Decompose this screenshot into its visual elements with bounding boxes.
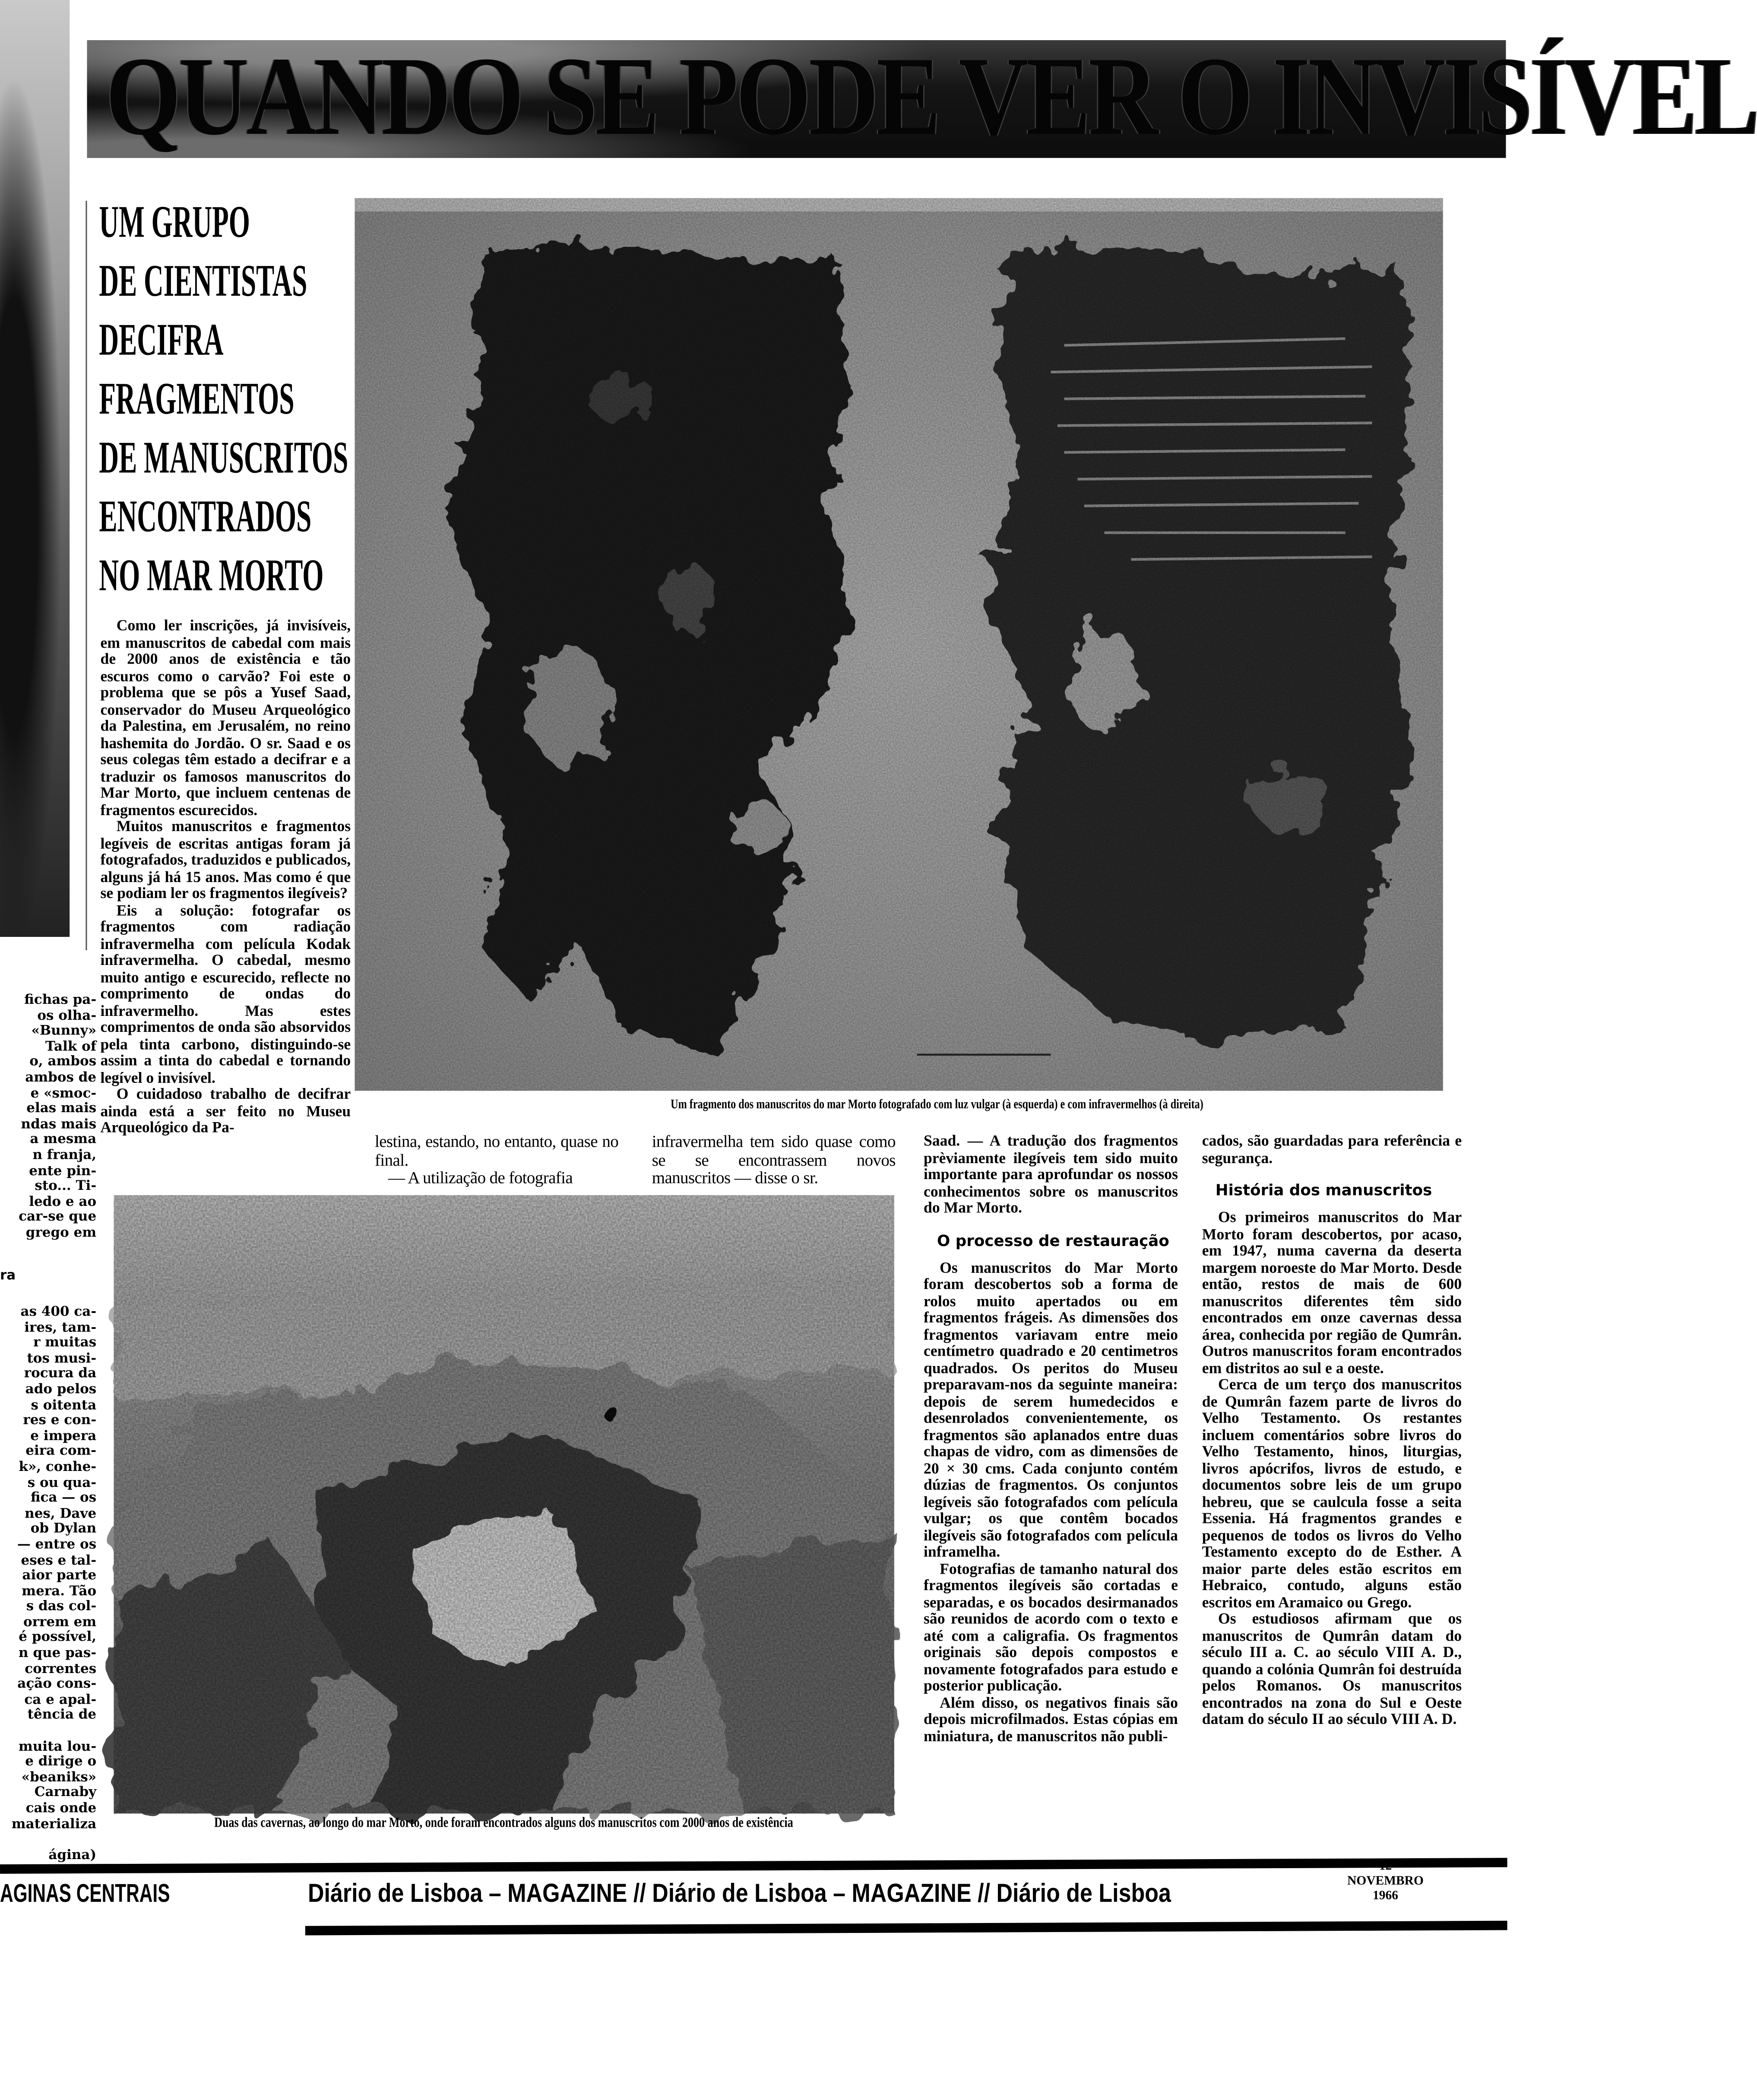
left-strip-line-text: s oitenta xyxy=(31,1398,97,1413)
paragraph: Como ler inscrições, já invisíveis, em manuscritos de cabedal com mais de 2000 anos de existência e tão escuros como o carvão? Foi este o problema que se pôs a Yusef Saad, conservador do Museu Arqueológico da Palestina, em Jerusalém, no reino hashemita do Jordão. O sr. Saad e os seus colegas têm estado a decifrar e a traduzir os famosos manuscritos do Mar Morto, que incluem centenas de fragmentos escurecidos. xyxy=(100,618,351,819)
subheading-restoration: O processo de restauração xyxy=(937,1230,1169,1249)
headline-line: UM GRUPO xyxy=(99,198,250,248)
left-strip-line xyxy=(0,1802,96,1817)
banner-title: QUANDO SE PODE VER O INVISÍVEL xyxy=(105,35,1757,159)
paragraph: — A utilização de fotografia xyxy=(388,1168,573,1187)
left-strip-line xyxy=(0,1662,96,1677)
left-strip-line-text: é possível, xyxy=(19,1631,97,1646)
left-strip-line xyxy=(0,1024,96,1040)
left-strip-line-text: ndas mais xyxy=(21,1117,97,1132)
left-strip-text-top xyxy=(0,993,96,1241)
left-strip-line xyxy=(0,1817,96,1833)
left-strip-line xyxy=(0,1055,96,1071)
left-strip-line-text: sto... Ti- xyxy=(35,1179,97,1194)
left-strip-line-text: os olha- xyxy=(37,1009,97,1024)
left-strip-line-text: correntes xyxy=(25,1662,97,1677)
left-strip-line-text: tos musi- xyxy=(27,1351,97,1366)
left-strip-line-text: ado pelos xyxy=(25,1382,97,1398)
left-strip-line-text: s ou qua- xyxy=(27,1475,97,1490)
left-strip-line-text: — entre os xyxy=(17,1537,97,1553)
left-strip-line xyxy=(0,1071,96,1086)
left-strip-line xyxy=(0,1429,96,1445)
left-strip-line xyxy=(0,1739,96,1755)
left-strip-line-text: «Bunny» xyxy=(31,1024,97,1039)
left-strip-line xyxy=(0,1600,96,1615)
left-strip-line-text: muita lou- xyxy=(19,1739,97,1754)
left-strip-line xyxy=(0,1148,96,1164)
left-strip-line xyxy=(0,1522,96,1538)
left-strip-line xyxy=(0,1164,96,1180)
footer-rule-top xyxy=(0,1858,1507,1874)
headline-line: DECIFRA xyxy=(99,316,224,366)
left-strip-line xyxy=(0,1786,96,1802)
left-strip-text-bottom xyxy=(0,1305,96,1864)
paragraph: infravermelha tem sido quase como se se encontrassem novos manuscritos — disse o sr. xyxy=(652,1132,896,1187)
left-strip-line xyxy=(0,1040,96,1055)
paragraph: Muitos manuscritos e fragmentos legíveis de escritas antigas foram já fotografados, traduzidos e publicados, alguns já há 15 anos. Mas como é que se podiam ler os fragmentos ilegíveis? xyxy=(100,819,351,902)
left-strip-line-text: fica — os xyxy=(30,1491,97,1506)
top-photo-caption: Um fragmento dos manuscritos do mar Morto fotografado com luz vulgar (à esquerda) e com infravermelhos (à direita) xyxy=(671,1097,1203,1113)
left-strip-line xyxy=(0,1398,96,1414)
left-strip-line xyxy=(0,1693,96,1708)
left-strip-line-text: materializa xyxy=(11,1817,97,1832)
left-strip-line-text: cais onde xyxy=(25,1801,97,1816)
left-strip-line-text: ambos de xyxy=(25,1070,97,1086)
left-strip-line xyxy=(0,1320,96,1336)
left-strip-line-text: ires, tam- xyxy=(24,1320,97,1335)
left-strip-line-text: rocura da xyxy=(24,1367,97,1382)
left-strip-line xyxy=(0,1336,96,1351)
dead-sea-caves-photo xyxy=(114,1195,894,1813)
paragraph: lestina, estando, no entanto, quase no final. xyxy=(375,1132,619,1169)
left-strip-line-text: ação cons- xyxy=(17,1677,97,1692)
left-strip-line xyxy=(0,1460,96,1476)
paragraph: Saad. — A tradução dos fragmentos prèviamente ilegíveis tem sido muito importante para aprofundar os nossos conhecimentos sobre os manuscritos do Mar Morto. xyxy=(924,1133,1178,1217)
left-strip-line-text: eira com- xyxy=(25,1444,97,1460)
left-strip-line xyxy=(0,1226,96,1241)
footer-date xyxy=(1345,1860,1426,1904)
left-strip-line-text: grego em xyxy=(25,1226,97,1241)
left-strip-line xyxy=(0,1615,96,1631)
left-strip-line xyxy=(0,1771,96,1786)
left-strip-line xyxy=(0,1631,96,1646)
paragraph: Além disso, os negativos finais são depois microfilmados. Estas cópias em miniatura, de manuscritos não publi- xyxy=(924,1695,1178,1745)
paragraph: Fotografias de tamanho natural dos fragmentos ilegíveis são cortadas e separadas, e os bocados desirmanados são reunidos de acordo com o texto e até com a caligrafia. Os fragmentos originais são depois compostos e novamente fotografados para estudo e posterior publicação. xyxy=(924,1561,1178,1695)
left-strip-line-text: n franja, xyxy=(32,1148,97,1163)
left-strip-line-text: tência de xyxy=(27,1708,97,1724)
left-strip-line-text: e impera xyxy=(30,1429,97,1444)
left-strip-line-text: ágina) xyxy=(48,1848,97,1863)
left-strip-line-text: Carnaby xyxy=(34,1786,97,1801)
left-strip-line xyxy=(0,1009,96,1024)
left-strip-line-text: eses e tal- xyxy=(21,1553,97,1568)
column-rule xyxy=(85,201,87,950)
left-strip-line xyxy=(0,1553,96,1569)
paragraph: O cuidadoso trabalho de decifrar ainda está a ser feito no Museu Arqueológico da Pa- xyxy=(100,1087,351,1136)
headline-line: DE MANUSCRITOS xyxy=(99,433,348,484)
left-strip-line xyxy=(0,1569,96,1584)
footer-year: 1966 xyxy=(1373,1890,1398,1904)
left-strip-line xyxy=(0,1414,96,1429)
footer-masthead: Diário de Lisboa – MAGAZINE // Diário de Lisboa – MAGAZINE // Diário de Lisboa xyxy=(308,1879,1171,1909)
footer-section-label: AGINAS CENTRAIS xyxy=(0,1880,170,1909)
left-strip-line-text: res e con- xyxy=(23,1414,97,1429)
left-strip-line xyxy=(0,1724,96,1739)
left-strip-line-text: nes, Dave xyxy=(25,1506,97,1521)
headline-line: ENCONTRADOS xyxy=(99,492,312,542)
footer-day: 12 xyxy=(1379,1860,1392,1874)
bottom-photo-caption-text: Duas das cavernas, ao longo do mar Morto, onde foram encontrados alguns dos manuscritos com 2000 anos de existência xyxy=(214,1816,794,1831)
left-strip-line-text: o, ambos xyxy=(29,1055,97,1070)
article-column-2 xyxy=(375,1134,618,1188)
left-strip-line-text: r muitas xyxy=(33,1336,97,1351)
subheading-history: História dos manuscritos xyxy=(1215,1180,1432,1199)
left-strip-line-text: Talk of xyxy=(45,1040,97,1055)
left-strip-line xyxy=(0,1507,96,1522)
left-strip-line xyxy=(0,1538,96,1553)
left-strip-line-text: fichas pa- xyxy=(24,993,97,1008)
manuscript-fragment-photo xyxy=(355,198,1443,1091)
article-column-3 xyxy=(652,1134,896,1188)
left-strip-line-text: ledo e ao xyxy=(29,1195,97,1210)
left-strip-line xyxy=(0,1584,96,1600)
left-strip-line-text: e «smoc- xyxy=(30,1086,97,1101)
left-strip-line xyxy=(0,1367,96,1382)
left-cropped-photo xyxy=(0,0,70,937)
left-strip-line xyxy=(0,1351,96,1367)
left-strip-line xyxy=(0,1646,96,1662)
left-strip-heading: ra xyxy=(0,1268,16,1284)
left-strip-line-text: n que pas- xyxy=(19,1646,97,1661)
left-strip-line-text: as 400 ca- xyxy=(20,1305,97,1320)
bottom-photo-caption xyxy=(114,1816,894,1831)
left-strip-line xyxy=(0,1133,96,1148)
left-strip-line-text: a mesma xyxy=(30,1132,97,1148)
paragraph: Cerca de um terço dos manuscritos de Qumrân fazem parte de livros do Velho Testamento. Os restantes incluem comentários sobre livros do Velho Testamento, hinos, liturgias, livros apócrifos, livros de estudo, e documentos sobre leis de um grupo hebreu, que se caulcula fosse a seita Essenia. Há fragmentos grandes e pequenos de todos os livros do Velho Testamento excepto do de Esther. A maior parte deles estão escritos em Hebraico, contudo, alguns estão escritos em Aramaico ou Grego. xyxy=(1202,1377,1462,1611)
article-column-4 xyxy=(924,1134,1178,1746)
left-strip-line-text: elas mais xyxy=(26,1101,97,1116)
left-strip-line-text: aior parte xyxy=(22,1569,97,1584)
left-strip-line-text: e dirige o xyxy=(25,1755,97,1770)
paragraph: Os estudiosos afirmam que os manuscritos de Qumrân datam do século III a. C. ao século VIII A. D., quando a colónia Qumrân foi destruída pelos Romanos. Os manuscritos encontrados na zona do Sul e Oeste datam do século II ao século VIII A. D. xyxy=(1202,1611,1462,1728)
article-headline xyxy=(99,198,367,610)
fragment-image xyxy=(355,198,1443,1091)
left-strip-line-text: orrem em xyxy=(23,1615,97,1630)
left-strip-line xyxy=(0,1848,96,1863)
left-strip-line xyxy=(0,1677,96,1693)
left-strip-line xyxy=(0,1117,96,1133)
headline-line: DE CIENTISTAS xyxy=(99,257,307,307)
caves-image xyxy=(114,1195,894,1813)
left-strip-line xyxy=(0,1755,96,1771)
left-strip-line xyxy=(0,1210,96,1226)
left-strip-line xyxy=(0,993,96,1009)
left-strip-line-text: «beaniks» xyxy=(21,1770,97,1785)
left-strip-line-text: car-se que xyxy=(19,1210,97,1225)
paragraph: Os primeiros manuscritos do Mar Morto foram descobertos, por acaso, em 1947, numa caverna da deserta margem noroeste do Mar Morto. Desde então, restos de mais de 600 manuscritos diferentes têm sido encontrados em onze cavernas dessa área, conhecida por região de Qumrân. Outros manuscritos foram encontrados em distritos ao sul e a oeste. xyxy=(1202,1210,1462,1377)
footer-rule-bottom xyxy=(305,1921,1507,1936)
left-strip-line xyxy=(0,1708,96,1724)
left-strip-line-text: ca e apal- xyxy=(24,1693,97,1708)
left-strip-line-text: mera. Tão xyxy=(22,1584,97,1599)
left-strip-line xyxy=(0,1491,96,1507)
left-strip-line xyxy=(0,1086,96,1102)
left-strip-line xyxy=(0,1832,96,1848)
left-strip-line-text: k», conhe- xyxy=(19,1460,97,1475)
left-strip-line-text: s das col- xyxy=(26,1600,97,1615)
left-strip-line xyxy=(0,1305,96,1321)
paragraph: cados, são guardadas para referência e segurança. xyxy=(1202,1133,1462,1167)
left-strip-line xyxy=(0,1476,96,1491)
banner-headline xyxy=(87,35,1757,159)
paragraph: Eis a solução: fotografar os fragmentos com radiação infravermelha com película Kodak infravermelha. O cabedal, mesmo muito antigo e escurecido, reflecte no comprimento de ondas do infravermelho. Mas estes comprimentos de onda são absorvidos pela tinta carbono, distinguindo-se assim a tinta do cabedal e tornando legível o invisível. xyxy=(100,902,351,1086)
article-column-1 xyxy=(101,618,351,1137)
headline-line: NO MAR MORTO xyxy=(99,551,324,601)
left-strip-line xyxy=(0,1179,96,1195)
left-strip-line xyxy=(0,1102,96,1117)
footer-month: NOVEMBRO xyxy=(1347,1875,1424,1889)
left-strip-line xyxy=(0,1445,96,1460)
left-strip-line-text: ente pin- xyxy=(29,1164,97,1179)
article-column-5 xyxy=(1202,1134,1462,1729)
headline-line: FRAGMENTOS xyxy=(99,375,294,424)
left-strip-line xyxy=(0,1382,96,1398)
left-strip-line-text: ob Dylan xyxy=(30,1522,97,1537)
left-strip-line xyxy=(0,1195,96,1210)
paragraph: Os manuscritos do Mar Morto foram descobertos sob a forma de rolos muito apertados ou em fragmentos frágeis. As dimensões dos fragmentos variavam entre meio centímetro quadrado e 20 centimetros quadrados. Os peritos do Museu preparavam-nos da seguinte maneira: depois de serem humedecidos e desenrolados convenientemente, os fragmentos são aplanados entre duas chapas de vidro, com as dimensões de 20 × 30 cms. Cada conjunto contém dúzias de fragmentos. Os conjuntos legíveis são fotografados com película vulgar; os que contêm bocados ilegíveis são fotografados com película inframelha. xyxy=(924,1260,1178,1561)
